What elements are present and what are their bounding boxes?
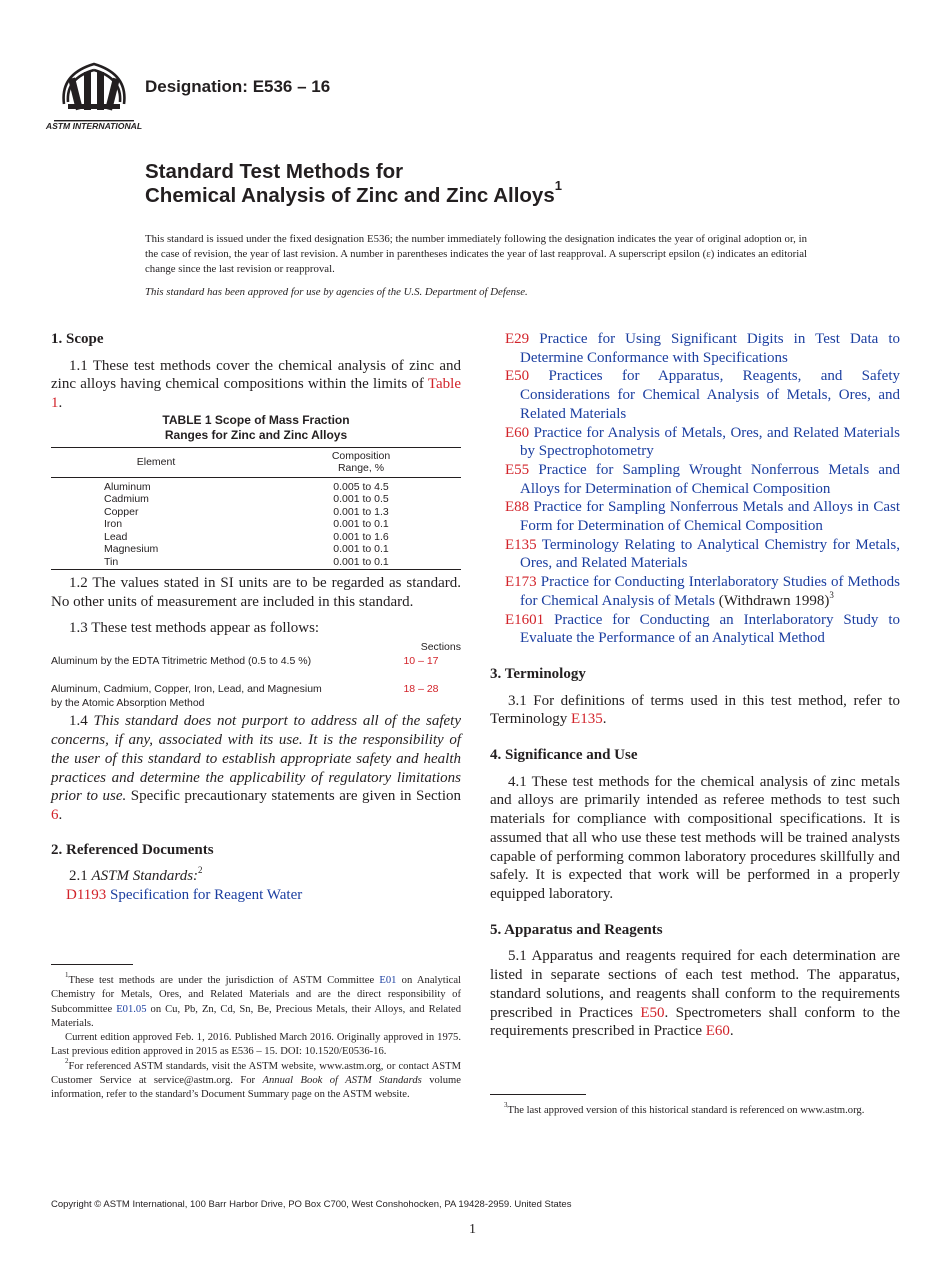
paragraph-5-1: 5.1 Apparatus and reagents required for each determination are listed in separate sections of each test method. The apparatus, standard solutions, and reagents shall conform to the requirements prescribed in Practices E50. Spectrometers shall conform to the requirements prescribed in Practice E60. [490,948,900,1040]
astm-logo [45,58,143,132]
footnote-rule [51,964,133,965]
paragraph-1-3: 1.3 These test methods appear as follows: [69,619,320,636]
reference-item[interactable]: E135 Terminology Relating to Analytical Chemistry for Metals, Ores, and Related Materials [505,536,900,572]
reference-item[interactable]: E50 Practices for Apparatus, Reagents, and Safety Considerations for Chemical Analysis of Metals, Ores, and Related Materials [505,368,901,422]
footnote-edition: Current edition approved Feb. 1, 2016. Published March 2016. Originally approved in 1975. Last previous edition approved in 2015 as E536 – 15. DOI: 10.1520/E0536-16. [51,1032,461,1058]
method-row: Aluminum, Cadmium, Copper, Iron, Lead, and Magnesium by the Atomic Absorption Method 18 – 28 [51,682,461,710]
section-heading-referenced-documents: 2. Referenced Documents [51,841,214,858]
document-title: Standard Test Methods for Chemical Analysis of Zinc and Zinc Alloys$^1$ [145,160,562,207]
table-row: Lead 0.001 to 1.6 [104,530,389,543]
footnotes-right [490,1101,900,1118]
footnote-3: $^3$The last approved version of this historical standard is referenced on www.astm.org. [504,1101,865,1116]
reference-item[interactable]: E55 Practice for Sampling Wrought Nonferrous Metals and Alloys for Determination of Chemical Composition [505,461,900,497]
e01-link[interactable]: E01 [379,975,397,986]
copyright-notice: Copyright © ASTM International, 100 Barr Harbor Drive, PO Box C700, West Conshohocken, PA 19428-2959. United States [51,1199,572,1210]
footnote-1: $^1$These test methods are under the jurisdiction of ASTM Committee E01 on Analytical Chemistry for Metals, Ores, and Related Materials and are the direct responsibility of Subcommittee E01.05 on Cu, Pb, Zn, Cd, Sn, Be, Precious Metals, their Alloys, and Related Materials. [51,971,461,1029]
table-1 [51,447,461,571]
sections-header: Sections [420,641,461,654]
sections-link[interactable]: 18 – 28 [403,683,439,696]
issuance-note: This standard is issued under the fixed designation E536; the number immediately following the designation indicates the year of original adoption or, in the case of revision, the year of last revision. A number in parentheses indicates the year of last reapproval. A superscript epsilon (ε) indicates an editorial change since the last revision or reapproval. [145,233,807,275]
footnotes-left [51,971,461,1103]
section-heading-scope: 1. Scope [51,331,104,347]
paragraph-2-1: 2.1 ASTM Standards:$^2$ [69,865,203,885]
reference-item[interactable]: E1601 Practice for Conducting an Interlaboratory Study to Evaluate the Performance of an Analytical Method [505,611,900,647]
page-number: 1 [469,1222,476,1237]
paragraph-4-1: 4.1 These test methods for the chemical analysis of zinc metals and alloys are primarily intended as referee methods to test such materials for compliance with compositional specifications. It is assumed that all who use these test methods will be trained analysts capable of performing common laboratory procedures skillfully and safely. It is expected that work will be performed in a properly equipped laboratory. [490,773,900,902]
paragraph-3-1: 3.1 For definitions of terms used in this test method, refer to Terminology E135. [490,692,900,728]
table-row: Copper 0.001 to 1.3 [104,505,389,518]
method-row: Aluminum by the EDTA Titrimetric Method (0.5 to 4.5 %) 10 – 17 [51,654,461,668]
e60-link[interactable]: E60 [705,1023,730,1040]
methods-sections-list [51,640,461,710]
left-column [51,330,461,905]
table-1-caption: TABLE 1 Scope of Mass Fraction Ranges for Zinc and Zinc Alloys [162,412,350,442]
reference-item[interactable]: E29 Practice for Using Significant Digits in Test Data to Determine Conformance with Specifications [505,331,900,366]
logo-wordmark: ASTM INTERNATIONAL [45,121,143,131]
e01-05-link[interactable]: E01.05 [116,1003,147,1015]
dod-approval-note: This standard has been approved for use by agencies of the U.S. Department of Defense. [145,286,528,298]
section-heading-significance: 4. Significance and Use [490,747,638,764]
e50-link[interactable]: E50 [640,1004,665,1021]
table-header-range: Composition Range, % [261,447,461,477]
section-6-link[interactable]: 6 [51,806,59,823]
sections-link[interactable]: 10 – 17 [403,655,439,668]
table-row: Magnesium 0.001 to 0.1 [104,543,389,556]
paragraph-1-1: 1.1 These test methods cover the chemical analysis of zinc and zinc alloys having chemical compositions within the limits of Table 1. [51,357,461,412]
table-row: Aluminum 0.005 to 4.5 [104,480,389,493]
right-column [490,330,900,1041]
designation: Designation: E536 – 16 [145,77,331,96]
paragraph-1-2: 1.2 The values stated in SI units are to be regarded as standard. No other units of measurement are included in this standard. [51,575,461,611]
footnote-2: $^2$For referenced ASTM standards, visit the ASTM website, www.astm.org, or contact ASTM Customer Service at service@astm.org. For Annual Book of ASTM Standards volume information, refer to the standard’s Document Summary page on the ASTM website. [51,1057,461,1101]
footnote-rule [490,1094,586,1095]
table-row: Iron 0.001 to 0.1 [104,518,389,531]
table-1-link[interactable]: Table 1 [51,376,461,412]
reference-item[interactable]: D1193 Specification for Reagent Water [66,887,303,904]
section-heading-terminology: 3. Terminology [490,665,586,682]
reference-item[interactable]: E60 Practice for Analysis of Metals, Ores, and Related Materials by Spectrophotometry [505,424,901,460]
table-row: Tin 0.001 to 0.1 [51,556,461,570]
table-row: Cadmium 0.001 to 0.5 [104,493,389,506]
paragraph-1-4: 1.4 This standard does not purport to address all of the safety concerns, if any, associated with its use. It is the responsibility of the user of this standard to establish appropriate safety and health practices and determine the applicability of regulatory limitations prior to use. Specific precautionary statements are given in Section 6. [51,713,462,823]
reference-item[interactable]: E88 Practice for Sampling Nonferrous Metals and Alloys in Cast Form for Determination of Chemical Composition [505,499,900,535]
e135-link[interactable]: E135 [571,711,603,728]
table-header-element: Element [51,447,261,477]
reference-item[interactable]: E173 Practice for Conducting Interlaboratory Studies of Methods for Chemical Analysis of Metals (Withdrawn 1998)$^3$ [505,574,900,609]
section-heading-apparatus: 5. Apparatus and Reagents [490,921,663,938]
